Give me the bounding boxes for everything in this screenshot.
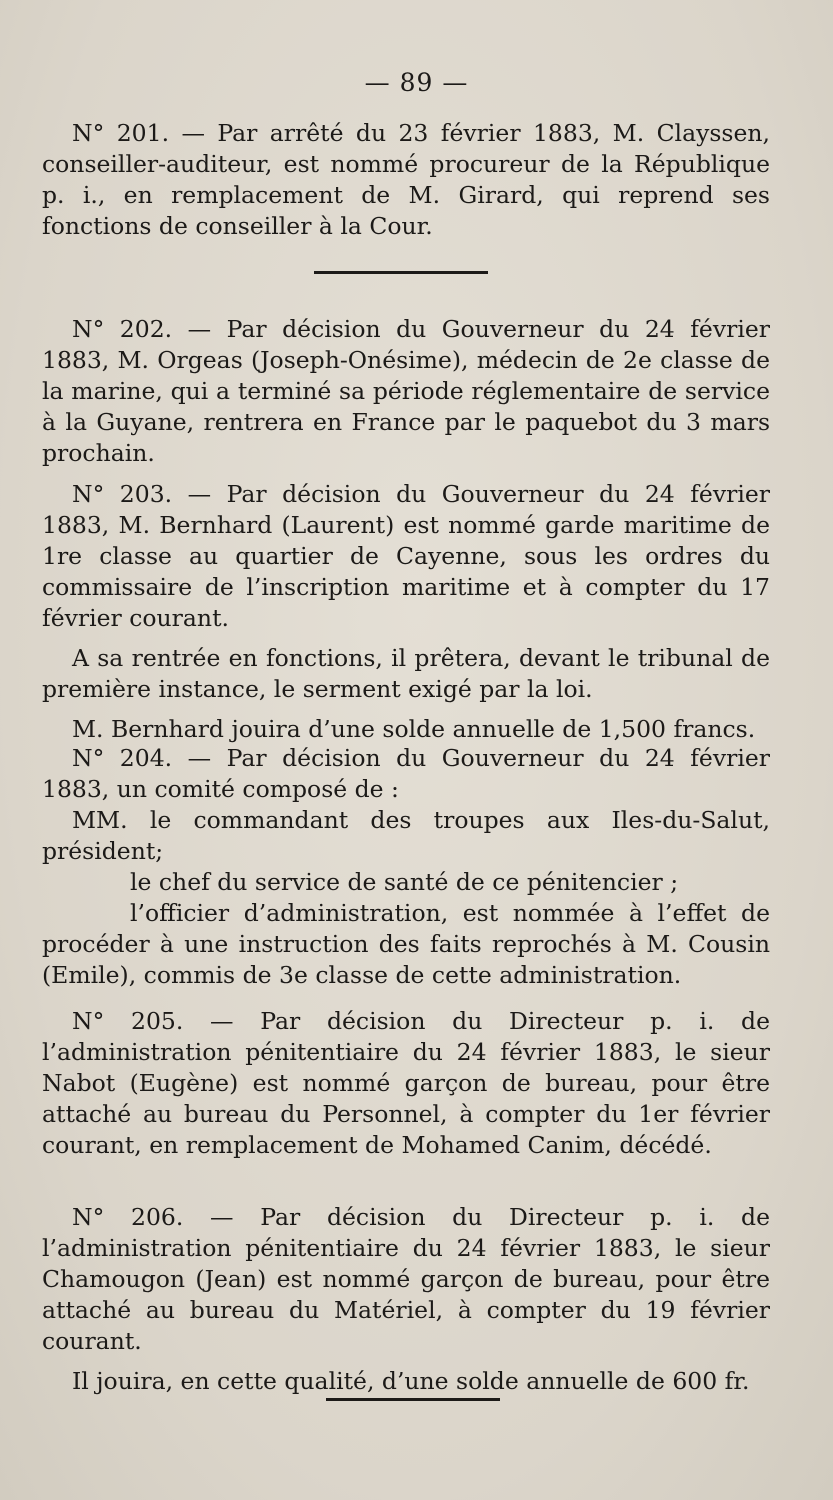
entry-205-text: N° 205. — Par décision du Directeur p. i. de l’administration pénitentiaire du 24 février 1883, le sieur Nabot (Eugène) est nommé garçon de bureau, pour être attaché au bureau du Personnel, à compter du 1er février courant, en remplacement de Mohamed Canim, décédé. xyxy=(42,1007,770,1159)
entry-202 xyxy=(42,314,770,469)
entry-204-text: N° 204. — Par décision du Gouverneur du 24 février 1883, un comité composé de : xyxy=(42,744,770,803)
entry-203-oath: A sa rentrée en fonctions, il prêtera, devant le tribunal de première instance, le serment exigé par la loi. xyxy=(42,644,770,703)
section-divider xyxy=(314,271,488,274)
entry-206-salary: Il jouira, en cette qualité, d’une solde annuelle de 600 fr. xyxy=(72,1367,750,1395)
entry-206-text: N° 206. — Par décision du Directeur p. i. de l’administration pénitentiaire du 24 février 1883, le sieur Chamougon (Jean) est nommé garçon de bureau, pour être attaché au bureau du Matériel, à compter du 19 février courant. xyxy=(42,1203,770,1355)
entry-204-member-1: MM. le commandant des troupes aux Iles-du-Salut, président; xyxy=(42,806,770,865)
entry-203-text: N° 203. — Par décision du Gouverneur du 24 février 1883, M. Bernhard (Laurent) est nommé garde maritime de 1re classe au quartier de Cayenne, sous les ordres du commissaire de l’inscription maritime et à compter du 17 février courant. xyxy=(42,480,770,632)
entry-204-member-2: le chef du service de santé de ce pénitencier ; xyxy=(130,868,679,896)
entry-203 xyxy=(42,479,770,745)
entry-201 xyxy=(42,118,770,242)
entry-203-salary: M. Bernhard jouira d’une solde annuelle de 1,500 francs. xyxy=(72,715,756,743)
section-divider-bottom xyxy=(326,1398,500,1401)
entry-202-text: N° 202. — Par décision du Gouverneur du 24 février 1883, M. Orgeas (Joseph-Onésime), médecin de 2e classe de la marine, qui a terminé sa période réglementaire de service à la Guyane, rentrera en France par le paquebot du 3 mars prochain. xyxy=(42,315,770,467)
entry-206 xyxy=(42,1202,770,1397)
entry-201-text: N° 201. — Par arrêté du 23 février 1883, M. Clayssen, conseiller-auditeur, est nommé procureur de la République p. i., en remplacement de M. Girard, qui reprend ses fonctions de conseiller à la Cour. xyxy=(42,119,770,240)
page-number: — 89 — xyxy=(364,68,469,97)
entry-205 xyxy=(42,1006,770,1161)
entry-204-member-3: l’officier d’administration, est nommée à l’effet de procéder à une instruction des faits reprochés à M. Cousin (Emile), commis de 3e classe de cette administration. xyxy=(42,899,770,989)
entry-204 xyxy=(42,743,770,991)
